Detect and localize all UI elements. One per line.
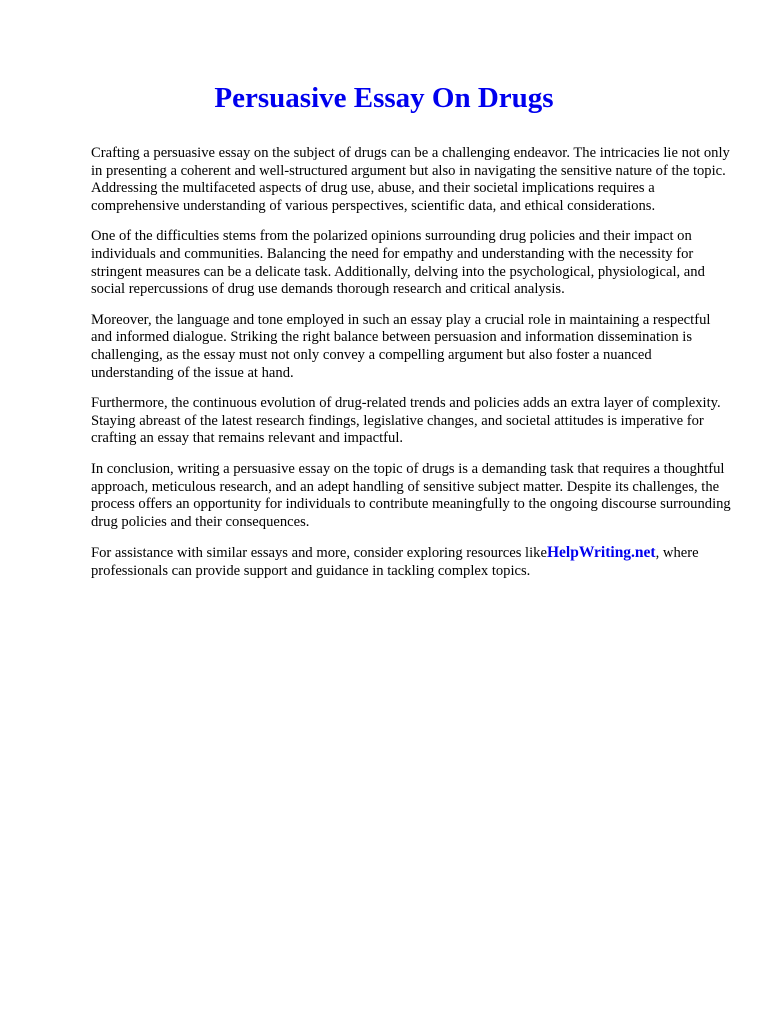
paragraph-closing — [91, 544, 731, 580]
paragraph-intro: Crafting a persuasive essay on the subject of drugs can be a challenging endeavor. The intricacies lie not only in presenting a coherent and well-structured argument but also in navigating the sensitive nature of the topic. Addressing the multifaceted aspects of drug use, abuse, and their societal implications requires a comprehensive understanding of various perspectives, scientific data, and ethical considerations. — [91, 145, 730, 214]
page-title: Persuasive Essay On Drugs — [214, 82, 554, 114]
helpwriting-link[interactable]: HelpWriting.net — [546, 544, 656, 562]
closing-text-after-link: , where professionals can provide support and guidance in tackling complex topics. — [91, 545, 699, 579]
paragraph-conclusion: In conclusion, writing a persuasive essay on the topic of drugs is a demanding task that requires a thoughtful approach, meticulous research, and an adept handling of sensitive subject matter. Despite its challenges, the process offers an opportunity for individuals to contribute meaningfully to the ongoing discourse surrounding drug policies and their consequences. — [91, 460, 731, 530]
paragraph-difficulties: One of the difficulties stems from the polarized opinions surrounding drug policies and their impact on individuals and communities. Balancing the need for empathy and understanding with the necessity for stringent measures can be a delicate task. Additionally, delving into the psychological, physiological, and social repercussions of drug use demands thorough research and critical analysis. — [91, 228, 705, 298]
paragraph-evolution: Furthermore, the continuous evolution of drug-related trends and policies adds an extra layer of complexity. Staying abreast of the latest research findings, legislative changes, and societal attitudes is imperative for crafting an essay that remains relevant and impactful. — [91, 395, 721, 447]
paragraph-language-tone: Moreover, the language and tone employed in such an essay play a crucial role in maintaining a respectful and informed dialogue. Striking the right balance between persuasion and information dissemination is challenging, as the essay must not only convey a compelling argument but also foster a nuanced understanding of the issue at hand. — [91, 311, 711, 381]
essay-body — [91, 145, 731, 593]
closing-text-before-link: For assistance with similar essays and more, consider exploring resources like — [91, 545, 547, 562]
